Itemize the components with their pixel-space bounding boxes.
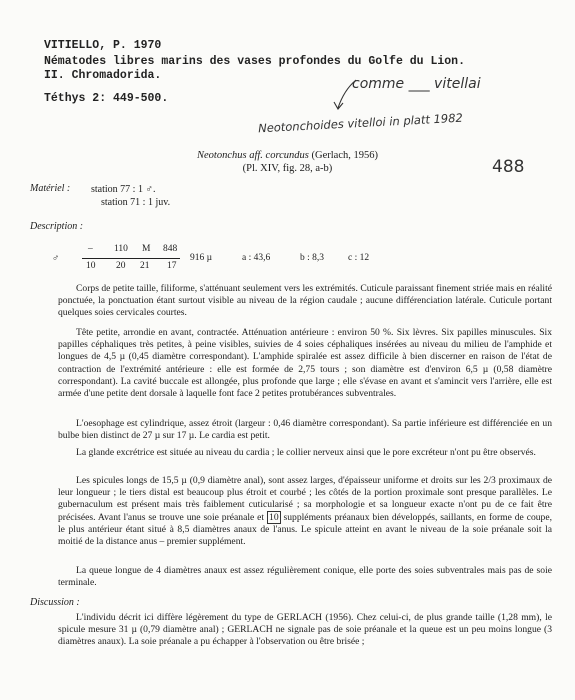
formula-top-1: – bbox=[88, 244, 93, 254]
formula-length: 916 µ bbox=[190, 253, 213, 263]
paragraph-cuticle: Corps de petite taille, filiforme, s'atténuant seulement vers les extrémités. Cuticule paraissant finement striée mais en réalité ponctuée, la ponctuation étant surtout visible au niveau de la région caudale ; aucune différenciation latérale. Cuticule portant quelques soies cervicales courtes. bbox=[58, 283, 552, 319]
species-author: (Gerlach, 1956) bbox=[311, 150, 378, 161]
formula-top-4: 848 bbox=[163, 244, 178, 254]
article-title-line-1: Nématodes libres marins des vases profondes du Golfe du Lion. bbox=[44, 55, 465, 68]
handwritten-note-middle: Neotonchoides vitelloi in platt 1982 bbox=[257, 110, 464, 136]
handwritten-number: 488 bbox=[492, 157, 525, 177]
formula-c: c : 12 bbox=[348, 253, 370, 263]
description-label: Description : bbox=[30, 221, 84, 232]
species-heading bbox=[0, 150, 575, 163]
formula-sex: ♂ bbox=[52, 254, 60, 264]
formula-rule bbox=[82, 258, 180, 259]
materiel-label: Matériel : bbox=[30, 183, 71, 194]
paragraph-oesophagus: L'oesophage est cylindrique, assez étroit (largeur : 0,46 diamètre correspondant). Sa partie inférieure est différenciée en un bulbe bien distinct de 27 µ sur 17 µ. Le cardia est petit. bbox=[58, 418, 552, 442]
paragraph-spicules: Les spicules longs de 15,5 µ (0,9 diamètre anal), sont assez larges, d'épaisseur uniforme et droits sur les 2/3 proximaux de leur longueur ; le tiers distal est beaucoup plus étroit et courbé ; les côtés de la portion proximale sont presque parallèles. Le gubernaculum est présent mais très faiblement cuticularisé ; sa morphologie et sa longueur exacte n'ont pu de ce fait être précisées. Avant l'anus se trouve une soie préanale et 10 suppléments préanaux bien développés, saillants, en forme de coupe, le plus antérieur étant situé à 8,5 diamètres anaux de l'anus. Le spicule atteint en avant le niveau de la soie préanale soit la moitié de la distance anus – premier supplément. bbox=[58, 475, 553, 548]
handwritten-note-top: comme ___ vitellai bbox=[352, 76, 481, 92]
formula-a: a : 43,6 bbox=[242, 253, 271, 263]
formula-top-3: M bbox=[142, 244, 151, 254]
materiel-line-1: station 77 : 1 ♂. bbox=[91, 184, 156, 195]
formula-bottom-1: 10 bbox=[86, 261, 96, 271]
discussion-label: Discussion : bbox=[30, 597, 80, 608]
author-year-line: VITIELLO, P. 1970 bbox=[44, 39, 162, 52]
boxed-supplement-count: 10 bbox=[269, 511, 279, 523]
formula-bottom-2: 20 bbox=[116, 261, 126, 271]
paragraph-tail: La queue longue de 4 diamètres anaux est assez régulièrement conique, elle porte des soies subventrales mais pas de soie terminale. bbox=[58, 565, 552, 589]
formula-top-2: 110 bbox=[114, 244, 128, 254]
species-name: Neotonchus aff. corcundus bbox=[197, 150, 309, 161]
plate-reference: (Pl. XIV, fig. 28, a-b) bbox=[242, 163, 333, 174]
paragraph-discussion: L'individu décrit ici diffère légèrement du type de GERLACH (1956). Chez celui-ci, de plus grande taille (1,28 mm), le spicule mesure 31 µ (0,79 diamètre anal) ; GERLACH ne signale pas de soie préanale et la queue est un peu moins longue (3 diamètres anaux). La soie préanale a pu échapper à l'observation ou être brisée ; bbox=[58, 612, 552, 648]
formula-bottom-3: 21 bbox=[140, 261, 150, 271]
materiel-line-2: station 71 : 1 juv. bbox=[101, 197, 171, 208]
formula-b: b : 8,3 bbox=[300, 253, 325, 263]
paragraph-head: Tête petite, arrondie en avant, contractée. Atténuation antérieure : environ 50 %. Six lèvres. Six papilles minuscules. Six papilles céphaliques très petites, à peine visibles, suivies de 4 soies céphaliques insérées au niveau du milieu de l'amphide et longues de 4,5 µ (0,45 diamètre correspondant). L'amphide spiralée est assez difficile à bien discerner en raison de l'état de contraction de l'extrémité antérieure : elle est formée de 2,75 tours ; son diamètre est d'environ 6,5 µ (0,58 diamètre correspondant). La cavité buccale est allongée, plus profonde que large ; elle s'évase en avant et s'amincit vers l'arrière, elle est armée d'une petite dent dorsale à laquelle font face 2 petites protubérances subventrales. bbox=[58, 327, 552, 400]
paragraph-excretory: La glande excrétrice est située au niveau du cardia ; le collier nerveux ainsi que le pore excréteur n'ont pu être observés. bbox=[76, 447, 536, 458]
formula-bottom-4: 17 bbox=[167, 261, 177, 271]
journal-reference: Téthys 2: 449-500. bbox=[44, 92, 169, 105]
handwritten-arrow bbox=[330, 76, 360, 112]
article-title-line-2: II. Chromadorida. bbox=[44, 69, 162, 82]
